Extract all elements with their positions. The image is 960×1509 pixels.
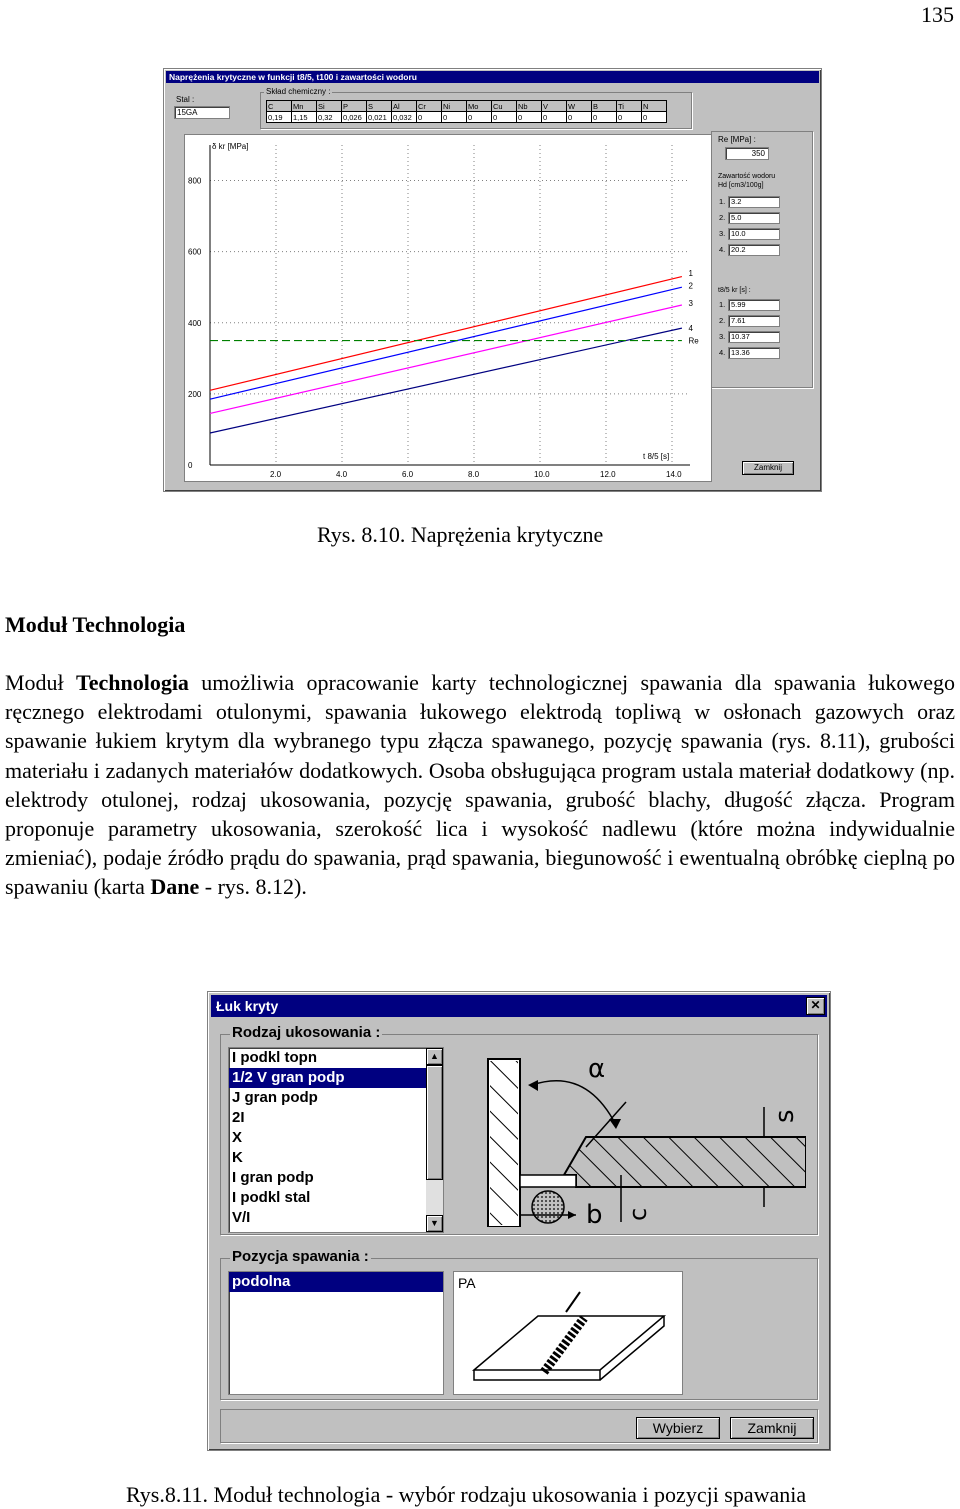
stress-chart [185,135,711,481]
t85-input[interactable]: 10.37 [728,331,780,343]
t85-label: t8/5 kr [s] : [718,287,751,294]
figure2-caption: Rys.8.11. Moduł technologia - wybór rodzaju ukosowania i pozycji spawania [126,1482,807,1507]
t85-index: 2. [719,316,726,325]
b-dimension-label: b [586,1200,603,1227]
close-button[interactable]: Zamknij [742,461,794,475]
bevel-list-item[interactable]: I podkl topn [232,1049,317,1066]
re-label: Re [MPa] : [718,135,756,144]
bevel-list-item[interactable]: 1/2 V gran podp [229,1068,443,1088]
x-tick-label: 2.0 [270,470,282,479]
hydrogen-label-2: Hd [cm3/100g] [718,182,764,189]
bevel-list-item[interactable]: V/I [232,1209,251,1226]
s-dimension-label: s [770,1109,800,1123]
t85-input[interactable]: 5.99 [728,299,780,311]
bevel-scrollbar[interactable] [426,1048,443,1232]
position-code: PA [458,1275,476,1291]
chem-header-cell: P [342,101,367,112]
section-heading: Moduł Technologia [5,612,186,637]
chem-value-cell[interactable]: 0,026 [342,112,367,123]
chem-header-cell: Mn [292,101,317,112]
scroll-down-icon[interactable]: ▼ [426,1215,443,1232]
bevel-list-item[interactable]: 2I [232,1109,245,1126]
steel-label: Stal : [176,95,195,104]
close-button[interactable]: Zamknij [730,1417,814,1439]
line-label: 1 [688,269,693,278]
chem-value-cell[interactable]: 0,32 [317,112,342,123]
chem-value-cell[interactable]: 1,15 [292,112,317,123]
bevel-type-label: Rodzaj ukosowania : [232,1024,381,1041]
line-label: Re [688,336,699,346]
chemical-composition-table [266,100,667,123]
chem-value-cell[interactable]: 0 [467,112,492,123]
window-title-bar: Naprężenia krytyczne w funkcji t8/5, t100 i zawartości wodoru [166,71,819,83]
hydrogen-index: 1. [719,197,726,206]
chem-header-cell: Cr [417,101,442,112]
x-tick-label: 12.0 [600,470,616,479]
chem-value-cell[interactable]: 0 [567,112,592,123]
chem-value-cell[interactable]: 0,021 [367,112,392,123]
chem-header-cell: C [267,101,292,112]
x-axis-label: t 8/5 [s] [643,452,670,461]
bevel-diagram [476,1047,806,1227]
hydrogen-label-1: Zawartość wodoru [718,173,776,180]
chem-header-cell: Ni [442,101,467,112]
y-tick-label: 0 [188,461,193,470]
chem-value-cell[interactable]: 0 [492,112,517,123]
hydrogen-input[interactable]: 5.0 [728,212,780,224]
position-list-item[interactable]: podolna [229,1272,443,1292]
scroll-up-icon[interactable]: ▲ [426,1048,443,1065]
chemical-composition-label: Skład chemiczny : [266,87,331,96]
chem-header-cell: N [642,101,667,112]
hydrogen-input[interactable]: 10.0 [728,228,780,240]
y-tick-label: 200 [188,389,202,399]
y-axis-label: δ kr [MPa] [212,142,249,151]
hydrogen-input[interactable]: 20.2 [728,244,780,256]
chem-header-cell: W [567,101,592,112]
chem-header-cell: Mo [467,101,492,112]
hydrogen-index: 2. [719,213,726,222]
y-tick-label: 400 [188,318,202,328]
bevel-list-item[interactable]: I gran podp [232,1169,314,1186]
paragraph-outro: - rys. 8.12). [199,874,307,900]
chem-value-cell[interactable]: 0 [442,112,467,123]
critical-stress-window [163,68,822,492]
chem-value-cell[interactable]: 0,19 [267,112,292,123]
chem-header-cell: Cu [492,101,517,112]
y-tick-label: 800 [188,176,202,186]
hydrogen-index: 3. [719,229,726,238]
t85-index: 3. [719,332,726,341]
alpha-label: α [588,1054,606,1084]
bevel-list-item[interactable]: X [232,1129,243,1146]
plate-position-icon [454,1272,682,1394]
paragraph-bold-dane: Dane [150,874,200,900]
chem-header-cell: Si [317,101,342,112]
paragraph-bold-technologia: Technologia [76,670,189,695]
t85-input[interactable]: 7.61 [728,315,780,327]
chem-value-cell[interactable]: 0 [417,112,442,123]
c-dimension-label: c [624,1207,652,1221]
position-preview [453,1271,683,1395]
hydrogen-index: 4. [719,245,726,254]
paragraph-body: umożliwia opracowanie karty technologicznej spawania dla spawania łukowego ręcznego elektrodami otulonymi, spawania łukowego elektrodą topliwą w osłonach gazowych oraz spawanie łukiem krytym dla wybranego typu złącza spawanego, pozycję spawania (rys. 8.11), grubości materiału i zadanych materiałów dodatkowych. Osoba obsługująca program ustala materiał dodatkowy (np. elektrody otulonej, rodzaj ukosowania, pozycję spawania, grubość blachy, długość złącza. Program proponuje parametry ukosowania, szerokość lica i wysokość nadlewu (które można indywidualnie zmieniać), podaje źródło prądu do spawania, prąd spawania, biegunowość i ewentualną obróbkę cieplną po spawaniu (karta [5,670,955,900]
line-label: 3 [688,299,693,309]
close-icon[interactable]: ✕ [806,997,825,1015]
hydrogen-input[interactable]: 3.2 [728,196,780,208]
chem-header-cell: B [592,101,617,112]
bevel-list-item[interactable]: J gran podp [232,1089,318,1106]
chem-header-cell: Nb [517,101,542,112]
stress-line-4 [210,328,682,433]
t85-index: 1. [719,300,726,309]
steel-input[interactable]: 15GA [174,106,230,119]
page-number: 135 [921,2,954,27]
x-tick-label: 14.0 [666,470,682,479]
button-bar [220,1409,818,1443]
x-tick-label: 8.0 [468,470,480,479]
chem-header-cell: Al [392,101,417,112]
body-paragraph [5,668,955,902]
x-tick-label: 4.0 [336,470,348,479]
chem-header-cell: S [367,101,392,112]
x-tick-label: 6.0 [402,470,414,479]
chem-value-cell[interactable]: 0 [592,112,617,123]
stress-line-3 [210,305,682,413]
line-label: 2 [688,281,693,291]
re-input[interactable]: 350 [725,147,769,160]
chem-value-cell[interactable]: 0 [617,112,642,123]
chem-value-cell[interactable]: 0 [517,112,542,123]
paragraph-intro: Moduł [5,670,77,695]
welding-position-list[interactable] [228,1271,444,1395]
scroll-thumb[interactable] [426,1065,443,1180]
figure1-caption: Rys. 8.10. Naprężenia krytyczne [317,522,604,547]
chem-value-cell[interactable]: 0,032 [392,112,417,123]
t85-index: 4. [719,348,726,357]
chem-header-cell: V [542,101,567,112]
welding-position-label: Pozycja spawania : [232,1248,369,1265]
chem-value-cell[interactable]: 0 [642,112,667,123]
line-label: 4 [688,324,693,334]
chem-header-cell: Ti [617,101,642,112]
bevel-list-item[interactable]: K [232,1149,243,1166]
stress-line-1 [210,277,682,391]
submerged-arc-window [207,991,831,1451]
x-tick-label: 10.0 [534,470,550,479]
stress-line-2 [210,287,682,399]
y-tick-label: 600 [188,247,202,257]
select-button[interactable]: Wybierz [636,1417,720,1439]
window-title-bar: Łuk kryty [211,995,827,1017]
bevel-list-item[interactable]: I podkl stal [232,1189,311,1206]
bevel-type-list[interactable] [228,1047,444,1233]
chem-value-cell[interactable]: 0 [542,112,567,123]
t85-input[interactable]: 13.36 [728,347,780,359]
stress-plot-area [184,134,712,482]
